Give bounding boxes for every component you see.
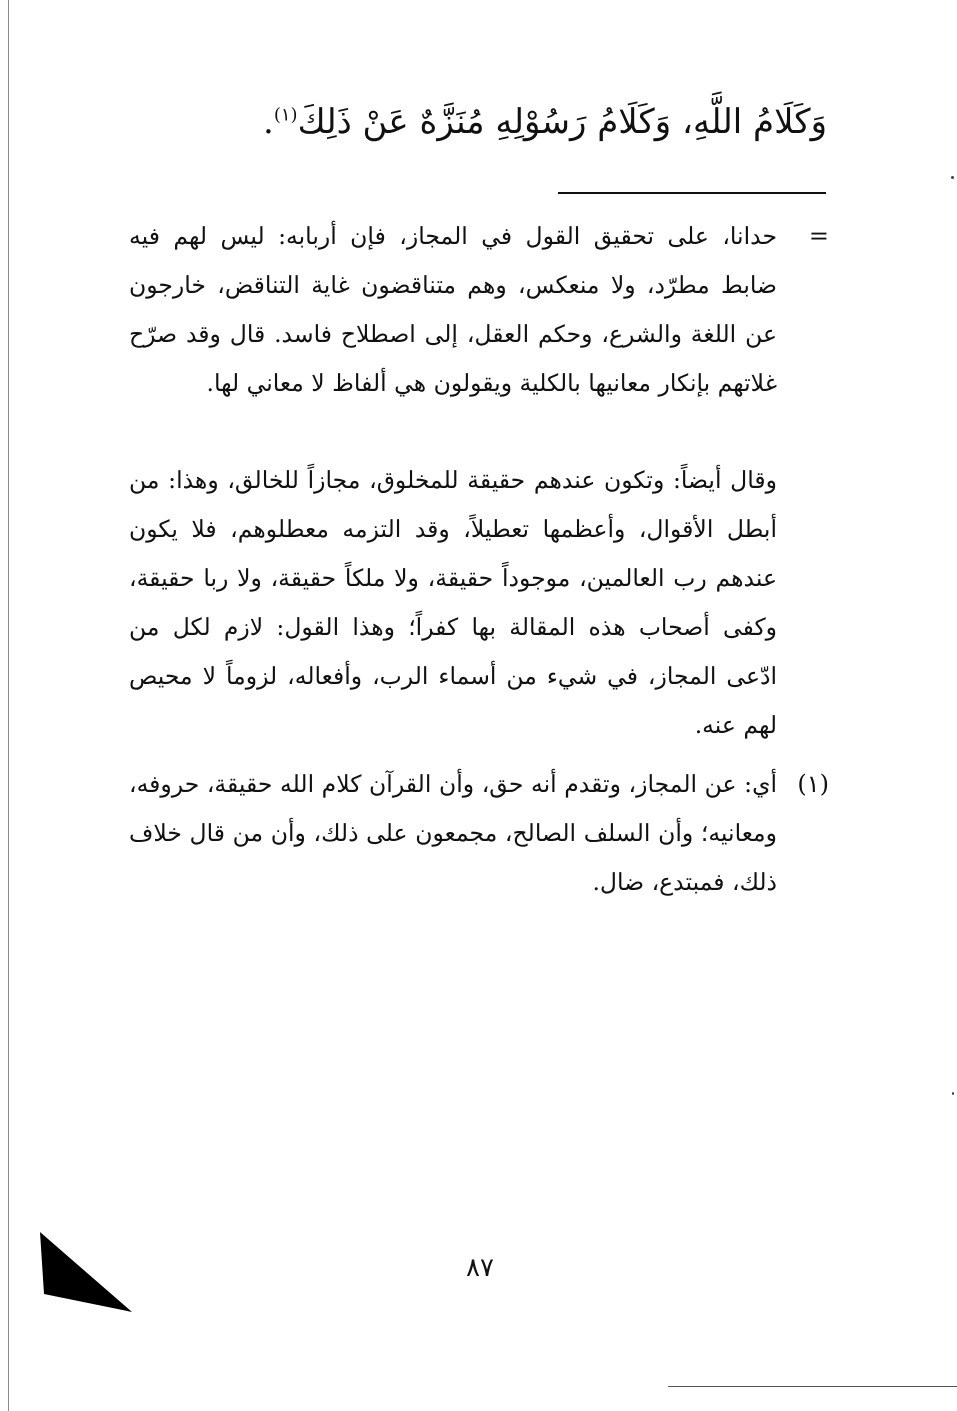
corner-triangle-mark [40,1232,132,1318]
footnote-second-paragraph-text: وقال أيضاً: وتكون عندهم حقيقة للمخلوق، مجازاً للخالق، وهذا: من أبطل الأقوال، وأعظمها تعطيلاً، وقد التزمه معطلوهم، فلا يكون عندهم رب العالمين، موجوداً حقيقة، ولا ملكاً حقيقة، ولا ربا حقيقة، وكفى أصحاب هذه المقالة بها كفراً؛ وهذا القول: لازم لكل من ادّعى المجاز، في شيء من أسماء الرب، وأفعاله، لزوماً لا محيص لهم عنه. [129,466,777,739]
footnote-one [129,760,777,907]
footnote-continuation [129,212,777,408]
page-number: ٨٧ [466,1253,494,1283]
footnote-reference: (١) [273,104,298,126]
scan-edge-bottom [668,1386,957,1387]
scan-speck [952,1092,954,1095]
scan-edge-left [8,0,9,1411]
footnote-one-text: أي: عن المجاز، وتقدم أنه حق، وأن القرآن كلام الله حقيقة، حروفه، ومعانيه؛ وأن السلف الصالح، مجمعون على ذلك، وأن من قال خلاف ذلك، فمبتدع، ضال. [129,770,777,896]
footnote-one-marker: (١) [797,770,829,798]
main-text: وَكَلَامُ اللَّهِ، وَكَلَامُ رَسُوْلِهِ مُنَزَّهٌ عَنْ ذَلِكَ [297,102,827,142]
footnote-second-paragraph [129,456,777,750]
scan-speck [951,176,954,179]
main-text-line [127,92,827,152]
footnote-continuation-paragraph: حدانا، على تحقيق القول في المجاز، فإن أربابه: ليس لهم فيه ضابط مطرّد، ولا منعكس، وهم متناقضون غاية التناقض، خارجون عن اللغة والشرع، وحكم العقل، إلى اصطلاح فاسد. قال وقد صرّح غلاتهم بإنكار معانيها بالكلية ويقولون هي ألفاظ لا معاني لها. [129,222,777,397]
continuation-marker: = [808,222,829,250]
footnote-separator [558,192,826,194]
main-text-end: . [263,102,274,142]
